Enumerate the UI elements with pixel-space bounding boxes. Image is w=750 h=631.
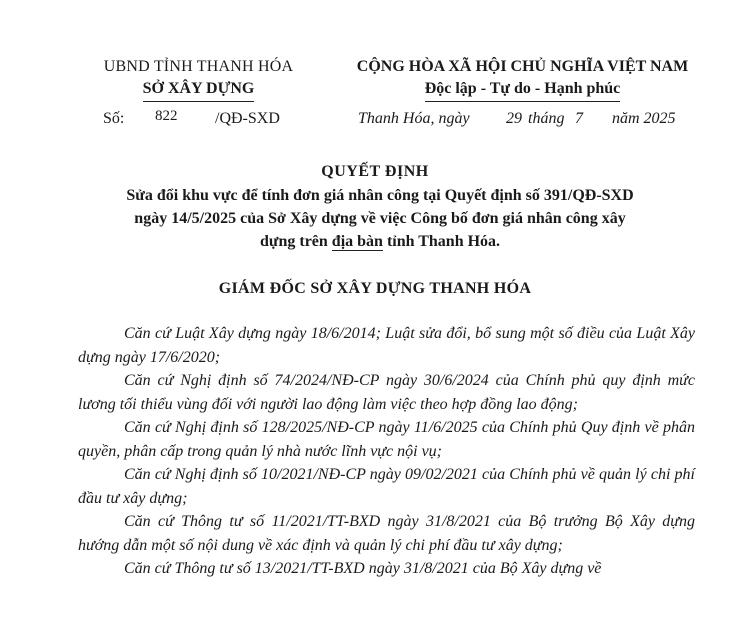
date-place: Thanh Hóa, ngày: [358, 110, 470, 127]
date-month-label: tháng: [528, 110, 565, 127]
date-month: 7: [575, 110, 583, 127]
issuer-org: UBND TỈNH THANH HÓA: [103, 58, 294, 75]
number-suffix: /QĐ-SXD: [215, 110, 280, 127]
subject-line-3-pre: dựng trên: [259, 233, 332, 250]
issuer-block: [86, 56, 311, 102]
subject-line-3-underlined: địa bàn: [331, 233, 383, 250]
legal-bases: [78, 322, 695, 581]
basis-paragraph: Căn cứ Nghị định số 128/2025/NĐ-CP ngày 11/6/2025 của Chính phủ Quy định về phân quyền, phân cấp trong quản lý nhà nước lĩnh vực nội vụ;: [78, 419, 695, 460]
nation-name: CỘNG HÒA XÃ HỘI CHỦ NGHĨA VIỆT NAM: [356, 58, 689, 75]
document-title: QUYẾT ĐỊNH: [321, 163, 429, 180]
authority-heading: GIÁM ĐỐC SỞ XÂY DỰNG THANH HÓA: [218, 280, 532, 297]
number-label: Số:: [103, 110, 125, 127]
issuer-dept: SỞ XÂY DỰNG: [143, 78, 255, 102]
basis-paragraph: Căn cứ Thông tư số 11/2021/TT-BXD ngày 31/8/2021 của Bộ trưởng Bộ Xây dựng hướng dẫn một số nội dung về xác định và quản lý chi phí đầu tư xây dựng;: [78, 513, 695, 554]
date-day: 29: [506, 110, 522, 127]
number-value: 822: [155, 108, 178, 124]
document-subject: [95, 184, 665, 253]
subject-line-3: [95, 230, 665, 253]
basis-paragraph: Căn cứ Nghị định số 74/2024/NĐ-CP ngày 30/6/2024 của Chính phủ quy định mức lương tối thiểu vùng đối với người lao động làm việc theo hợp đồng lao động;: [78, 372, 695, 413]
national-motto: Độc lập - Tự do - Hạnh phúc: [425, 78, 621, 102]
national-header: [330, 56, 715, 102]
date-year: năm 2025: [612, 110, 676, 127]
basis-paragraph: Căn cứ Luật Xây dựng ngày 18/6/2014; Luật sửa đổi, bổ sung một số điều của Luật Xây dựng ngày 17/6/2020;: [78, 325, 695, 366]
basis-paragraph: Căn cứ Nghị định số 10/2021/NĐ-CP ngày 09/02/2021 của Chính phủ về quản lý chi phí đầu tư xây dựng;: [78, 466, 695, 507]
subject-line-3-post: tỉnh Thanh Hóa.: [382, 233, 501, 250]
basis-paragraph: Căn cứ Thông tư số 13/2021/TT-BXD ngày 31/8/2021 của Bộ Xây dựng về: [124, 560, 602, 577]
subject-line-2: ngày 14/5/2025 của Sở Xây dựng về việc Công bố đơn giá nhân công xây: [134, 210, 626, 227]
subject-line-1: Sửa đổi khu vực để tính đơn giá nhân công tại Quyết định số 391/QĐ-SXD: [126, 187, 634, 204]
